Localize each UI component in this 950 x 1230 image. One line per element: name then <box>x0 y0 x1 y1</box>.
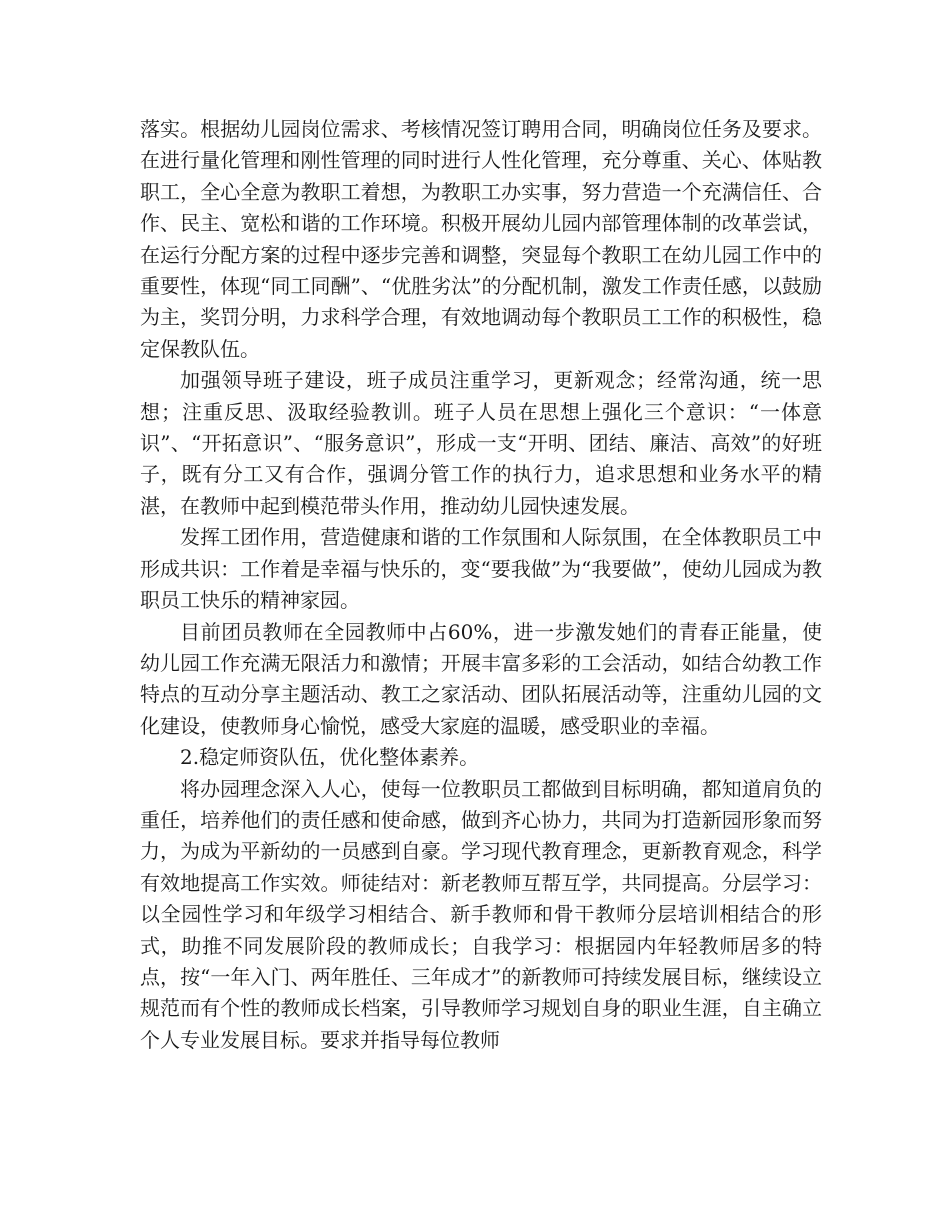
paragraph-league-teachers: 目前团员教师在全园教师中占60%，进一步激发她们的青春正能量，使幼儿园工作充满无限活力和激情；开展丰富多彩的工会活动，如结合幼教工作特点的互动分享主题活动、教工之家活动、团队拓展活动等，注重幼儿园的文化建设，使教师身心愉悦，感受大家庭的温暖，感受职业的幸福。 <box>140 619 822 738</box>
paragraph-continuation: 落实。根据幼儿园岗位需求、考核情况签订聘用合同，明确岗位任务及要求。在进行量化管理和刚性管理的同时进行人性化管理，充分尊重、关心、体贴教职工，全心全意为教职工着想，为教职工办实事，努力营造一个充满信任、合作、民主、宽松和谐的工作环境。积极开展幼儿园内部管理体制的改革尝试，在运行分配方案的过程中逐步完善和调整，突显每个教职工在幼儿园工作中的重要性，体现“同工同酬”、“优胜劣汰”的分配机制，激发工作责任感，以鼓励为主，奖罚分明，力求科学合理，有效地调动每个教职员工工作的积极性，稳定保教队伍。 <box>140 117 822 361</box>
section-heading: 2.稳定师资队伍，优化整体素养。 <box>180 745 480 770</box>
paragraph-leadership: 加强领导班子建设，班子成员注重学习，更新观念；经常沟通，统一思想；注重反思、汲取经验教训。班子人员在思想上强化三个意识：“一体意识”、“开拓意识”、“服务意识”，形成一支“开明、团结、廉洁、高效”的好班子，既有分工又有合作，强调分管工作的执行力，追求思想和业务水平的精湛，在教师中起到模范带头作用，推动幼儿园快速发展。 <box>140 368 822 518</box>
paragraph-union: 发挥工团作用，营造健康和谐的工作氛围和人际氛围，在全体教职员工中形成共识：工作着是幸福与快乐的，变“要我做”为“我要做”，使幼儿园成为教职员工快乐的精神家园。 <box>140 525 822 613</box>
document-page <box>140 114 822 1056</box>
paragraph-teacher-development: 将办园理念深入人心，使每一位教职员工都做到目标明确，都知道肩负的重任，培养他们的责任感和使命感，做到齐心协力，共同为打造新园形象而努力，为成为平新幼的一员感到自豪。学习现代教育理念，更新教育观念，科学有效地提高工作实效。师徒结对：新老教师互帮互学，共同提高。分层学习：以全园性学习和年级学习相结合、新手教师和骨干教师分层培训相结合的形式，助推不同发展阶段的教师成长；自我学习：根据园内年轻教师居多的特点，按“一年入门、两年胜任、三年成才”的新教师可持续发展目标，继续设立规范而有个性的教师成长档案，引导教师学习规划自身的职业生涯，自主确立个人专业发展目标。要求并指导每位教师 <box>140 776 822 1052</box>
